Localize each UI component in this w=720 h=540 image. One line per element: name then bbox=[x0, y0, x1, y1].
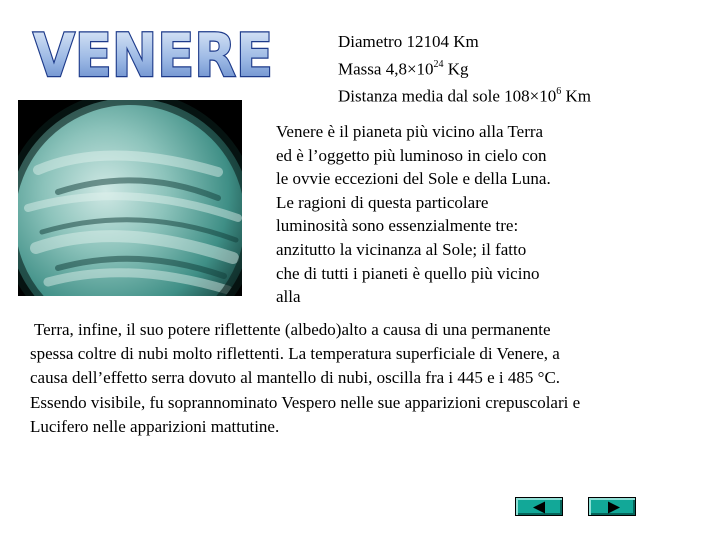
intro-line: alla bbox=[276, 287, 301, 307]
intro-paragraph bbox=[276, 120, 616, 309]
next-slide-button[interactable] bbox=[588, 497, 636, 516]
previous-slide-button[interactable] bbox=[515, 497, 563, 516]
diameter-line: Diametro 12104 Km bbox=[338, 32, 479, 51]
title-wordart bbox=[28, 10, 278, 90]
triangle-left-icon bbox=[516, 498, 564, 517]
body-line: Terra, infine, il suo potere riflettente (albedo)alto a causa di una permanente bbox=[30, 320, 551, 339]
distance-line: Distanza media dal sole $108\times 10^6$ Km bbox=[338, 85, 592, 106]
intro-line: ed è l’oggetto più luminoso in cielo con bbox=[276, 145, 547, 165]
title-text: VENERE bbox=[33, 21, 273, 90]
body-line: Essendo visibile, fu soprannominato Vespero nelle sue apparizioni crepuscolari e bbox=[30, 392, 581, 412]
body-paragraph bbox=[30, 318, 690, 439]
intro-line: luminosità sono essenzialmente tre: bbox=[276, 216, 519, 236]
intro-line: anzitutto la vicinanza al Sole; il fatto bbox=[276, 239, 527, 259]
intro-line: che di tutti i pianeti è quello più vicino bbox=[276, 263, 540, 283]
body-line: Lucifero nelle apparizioni mattutine. bbox=[30, 416, 280, 436]
triangle-right-icon bbox=[589, 498, 637, 517]
intro-line: Venere è il pianeta più vicino alla Terra bbox=[276, 122, 544, 141]
mass-line: Massa $4,8\times 10^{24}$ Kg bbox=[338, 58, 469, 79]
body-line: causa dell’effetto serra dovuto al mantello di nubi, oscilla fra i 445 e i 485 °C. bbox=[30, 368, 561, 388]
body-line: spessa coltre di nubi molto riflettenti. La temperatura superficiale di Venere, a bbox=[30, 344, 560, 364]
venus-image bbox=[18, 100, 242, 296]
planet-stats bbox=[338, 30, 591, 108]
intro-line: le ovvie eccezioni del Sole e della Luna. bbox=[276, 169, 551, 189]
intro-line: Le ragioni di questa particolare bbox=[276, 192, 489, 212]
